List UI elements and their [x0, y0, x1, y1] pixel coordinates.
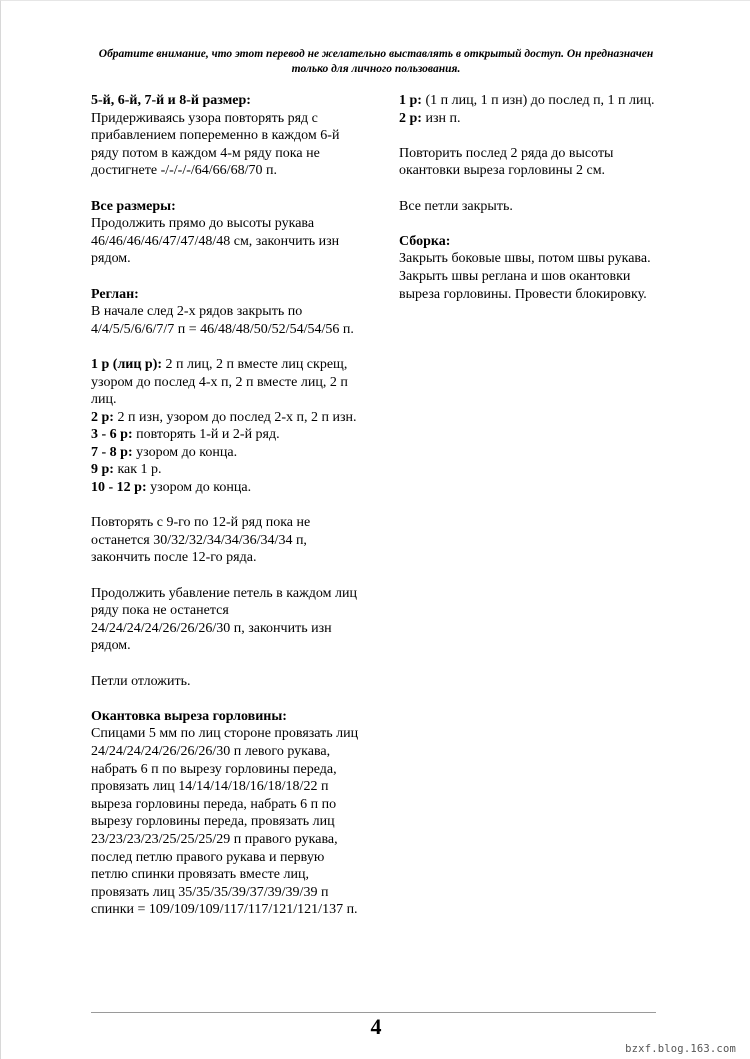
- right-column: [399, 92, 665, 303]
- raglan-rows: [91, 356, 363, 497]
- row-instruction: [399, 92, 665, 110]
- hold-text: Петли отложить.: [91, 673, 191, 689]
- row-label: 3 - 6 р:: [91, 427, 133, 443]
- bind-off-text: Все петли закрыть.: [399, 198, 513, 214]
- row-text: узором до конца.: [132, 444, 238, 460]
- row-text: как 1 р.: [113, 462, 162, 478]
- row-text: повторять 1-й и 2-й ряд.: [132, 427, 280, 443]
- raglan-text: В начале след 2-х рядов закрыть по 4/4/5/5/6/6/7/7 п = 46/48/48/50/52/54/54/56 п.: [91, 304, 354, 337]
- row-label: 2 р:: [399, 110, 422, 126]
- row-text: узором до конца.: [146, 480, 252, 496]
- row-instruction: [91, 409, 363, 427]
- assembly-heading: Сборка:: [399, 233, 451, 249]
- row-label: 2 р:: [91, 409, 114, 425]
- decrease-text: Продолжить убавление петель в каждом лиц ряду пока не останется 24/24/24/24/26/26/26/30 п, закончить изн рядом.: [91, 585, 357, 654]
- row-text: (1 п лиц, 1 п изн) до послед п, 1 п лиц.: [421, 93, 655, 108]
- row-label: 1 р (лиц р):: [91, 356, 163, 372]
- row-text: изн п.: [421, 110, 461, 126]
- row-label: 9 р:: [91, 462, 114, 478]
- repeat-edge-text: Повторить послед 2 ряда до высоты окантовки выреза горловины 2 см.: [399, 145, 614, 179]
- row-label: 1 р:: [399, 93, 422, 108]
- repeat-text: Повторять с 9-го по 12-й ряд пока не останется 30/32/32/34/34/36/34/34 п, закончить после 12-го ряда.: [91, 515, 311, 566]
- footer-divider: [91, 1012, 656, 1013]
- row-instruction: [91, 461, 363, 479]
- row-label: 7 - 8 р:: [91, 444, 133, 460]
- neck-edge-heading: Окантовка выреза горловины:: [91, 708, 287, 724]
- watermark: bzxf.blog.163.com: [625, 1043, 736, 1055]
- neck-edge-text: Спицами 5 мм по лиц стороне провязать лиц 24/24/24/24/26/26/26/30 п левого рукава, набрать 6 п по вырезу горловины переда, провязать лиц 14/14/14/18/16/18/18/22 п выреза горловины переда, набрать 6 п по вырезу горловины переда, провязать лиц 23/23/23/23/25/25/25/29 п правого рукава, послед петлю правого рукава и первую петлю спинки провязать вместе лиц, провязать лиц 35/35/35/39/37/39/39/39 п спинки = 109/109/109/117/117/121/121/137 п.: [91, 726, 359, 918]
- row-instruction: [91, 356, 363, 409]
- copyright-notice: Обратите внимание, что этот перевод не желательно выставлять в открытый доступ. Он предназначен только для личного пользования.: [98, 48, 654, 75]
- sizes-text: Придерживаясь узора повторять ряд с прибавлением попеременно в каждом 6-й ряду потом в каждом 4-м ряду пока не достигнете -/-/-/-/64/66/68/70 п.: [91, 110, 340, 179]
- row-instruction: [91, 444, 363, 462]
- all-sizes-heading: Все размеры:: [91, 198, 176, 214]
- row-instruction: [91, 479, 363, 497]
- assembly-text: Закрыть боковые швы, потом швы рукава. Закрыть швы реглана и шов окантовки выреза горловины. Провести блокировку.: [399, 251, 651, 302]
- all-sizes-text: Продолжить прямо до высоты рукава 46/46/46/46/47/47/48/48 см, закончить изн рядом.: [91, 216, 340, 267]
- sizes-heading: 5-й, 6-й, 7-й и 8-й размер:: [91, 93, 251, 108]
- row-instruction: [91, 426, 363, 444]
- left-column: [91, 92, 363, 919]
- page-number: 4: [370, 1014, 382, 1039]
- row-label: 10 - 12 р:: [91, 480, 147, 496]
- row-text: 2 п изн, узором до послед 2-х п, 2 п изн.: [113, 409, 357, 425]
- row-text: 2 п лиц, 2 п вместе лиц скрещ, узором до послед 4-х п, 2 п вместе лиц, 2 п лиц.: [91, 356, 348, 408]
- row-instruction: [399, 110, 665, 128]
- raglan-heading: Реглан:: [91, 286, 139, 302]
